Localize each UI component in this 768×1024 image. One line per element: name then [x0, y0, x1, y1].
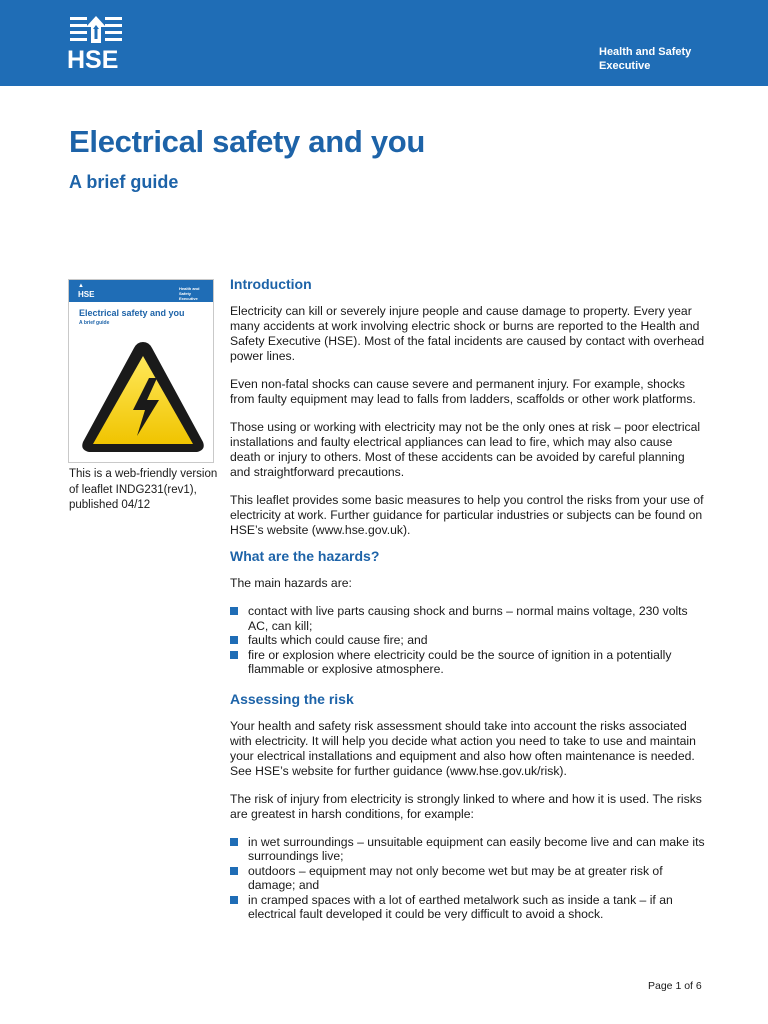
bullet-square-icon [230, 651, 238, 659]
bullet-square-icon [230, 867, 238, 875]
list-item: in cramped spaces with a lot of earthed metalwork such as inside a tank – if an electrical fault developed it could be very difficult to avoid a shock. [230, 893, 705, 922]
hse-logo-text: HSE [67, 46, 119, 74]
intro-paragraph-3: Those using or working with electricity may not be the only ones at risk – poor electrical installations and faulty electrical appliances can lead to fire, which may also cause death or injury to others. Most of these accidents can be avoided by careful planning and straightforward precautions. [230, 420, 701, 479]
bullet-square-icon [230, 838, 238, 846]
hse-logo [67, 15, 127, 73]
section-heading-risk: Assessing the risk [230, 690, 354, 707]
hazards-list [230, 604, 705, 677]
cover-subtitle: A brief guide [79, 320, 110, 326]
hse-logo-mark-icon [70, 15, 122, 45]
section-heading-hazards: What are the hazards? [230, 548, 380, 564]
risk-paragraph-2: The risk of injury from electricity is strongly linked to where and how it is used. The risks are greatest in harsh conditions, for example: [230, 791, 702, 821]
intro-paragraph-1: Electricity can kill or severely injure people and cause damage to property. Every year many accidents at work involving electric shock or burns are reported to the Health and Safety Executive (HSE). Most of the fatal incidents are caused by contact with overhead power lines. [230, 304, 705, 363]
leaflet-cover-thumbnail [68, 279, 214, 463]
risk-conditions-list [230, 835, 705, 922]
page-number: Page 1 of 6 [648, 980, 702, 992]
list-item: in wet surroundings – unsuitable equipment can easily become live and can make its surroundings live; [230, 835, 705, 864]
high-voltage-warning-icon [79, 338, 207, 458]
bullet-square-icon [230, 607, 238, 615]
bullet-square-icon [230, 636, 238, 644]
cover-title: Electrical safety and you [79, 308, 185, 318]
main-content [230, 268, 705, 922]
header-band [0, 0, 768, 86]
list-item: outdoors – equipment may not only become wet but may be at greater risk of damage; and [230, 864, 705, 893]
list-item: faults which could cause fire; and [230, 633, 705, 648]
page-title: Electrical safety and you [69, 124, 426, 159]
section-heading-introduction: Introduction [230, 276, 312, 292]
org-name: Health and Safety Executive [599, 46, 692, 72]
intro-paragraph-2: Even non-fatal shocks can cause severe and permanent injury. For example, shocks from faulty equipment may lead to falls from ladders, scaffolds or other work platforms. [230, 377, 696, 406]
bullet-square-icon [230, 896, 238, 904]
cover-caption: This is a web-friendly version of leaflet INDG231(rev1), published 04/12 [69, 468, 218, 511]
risk-paragraph-1: Your health and safety risk assessment should take into account the risks associated with electricity. It will help you decide what action you need to take to use and maintain your electrical installations and equipment and also how often maintenance is needed. See HSE’s website for further guidance (www.hse.gov.uk/risk). [230, 718, 696, 778]
cover-org-name: Health and Safety Executive [179, 286, 200, 301]
list-item: fire or explosion where electricity could be the source of ignition in a potentially flammable or explosive atmosphere. [230, 648, 705, 677]
cover-logo-text: HSE [78, 290, 95, 299]
intro-paragraph-4: This leaflet provides some basic measures to help you control the risks from your use of electricity at work. Further guidance for particular industries or subjects can be found on HSE’s website (www.hse.gov.uk). [230, 493, 704, 537]
page-subtitle: A brief guide [69, 172, 179, 192]
list-item: contact with live parts causing shock and burns – normal mains voltage, 230 volts AC, can kill; [230, 604, 705, 633]
cover-logo: ▲ HSE [78, 283, 95, 299]
hazards-intro: The main hazards are: [230, 576, 352, 590]
